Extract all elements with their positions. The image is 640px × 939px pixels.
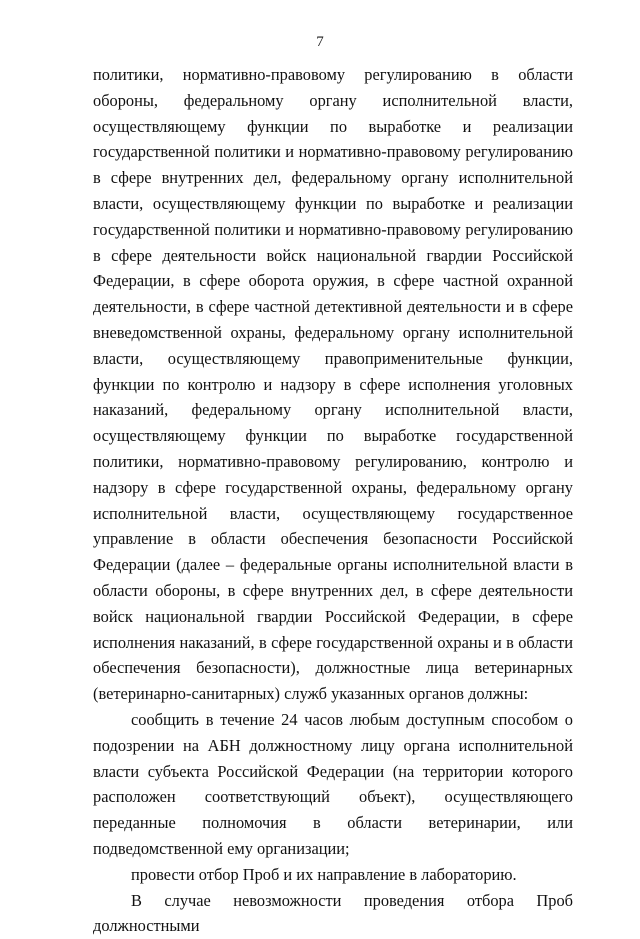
paragraph-impossibility: В случае невозможности проведения отбора Проб должностными: [93, 888, 573, 939]
page-number: 7: [0, 34, 640, 51]
paragraph-sampling: провести отбор Проб и их направление в лабораторию.: [93, 862, 573, 888]
paragraph-continuation: политики, нормативно-правовому регулированию в области обороны, федеральному органу исполнительной власти, осуществляющему функции по выработке и реализации государственной политики и нормативно-правовому регулированию в сфере внутренних дел, федеральному органу исполнительной власти, осуществляющему функции по выработке и реализации государственной политики и нормативно-правовому регулированию в сфере деятельности войск национальной гвардии Российской Федерации, в сфере оборота оружия, в сфере частной охранной деятельности, в сфере частной детективной деятельности и в сфере вневедомственной охраны, федеральному органу исполнительной власти, осуществляющему правоприменительные функции, функции по контролю и надзору в сфере исполнения уголовных наказаний, федеральному органу исполнительной власти, осуществляющему функции по выработке государственной политики, нормативно-правовому регулированию, контролю и надзору в сфере государственной охраны, федеральному органу исполнительной власти, осуществляющему государственное управление в области обеспечения безопасности Российской Федерации (далее – федеральные органы исполнительной власти в области обороны, в сфере внутренних дел, в сфере деятельности войск национальной гвардии Российской Федерации, в сфере исполнения наказаний, в сфере государственной охраны и в области обеспечения безопасности), должностные лица ветеринарных (ветеринарно-санитарных) служб указанных органов должны:: [93, 62, 573, 707]
document-body: [93, 62, 573, 939]
paragraph-report-suspicion: сообщить в течение 24 часов любым доступным способом о подозрении на АБН должностному лицу органа исполнительной власти субъекта Российской Федерации (на территории которого расположен соответствующий объект), осуществляющего переданные полномочия в области ветеринарии, или подведомственной ему организации;: [93, 707, 573, 862]
